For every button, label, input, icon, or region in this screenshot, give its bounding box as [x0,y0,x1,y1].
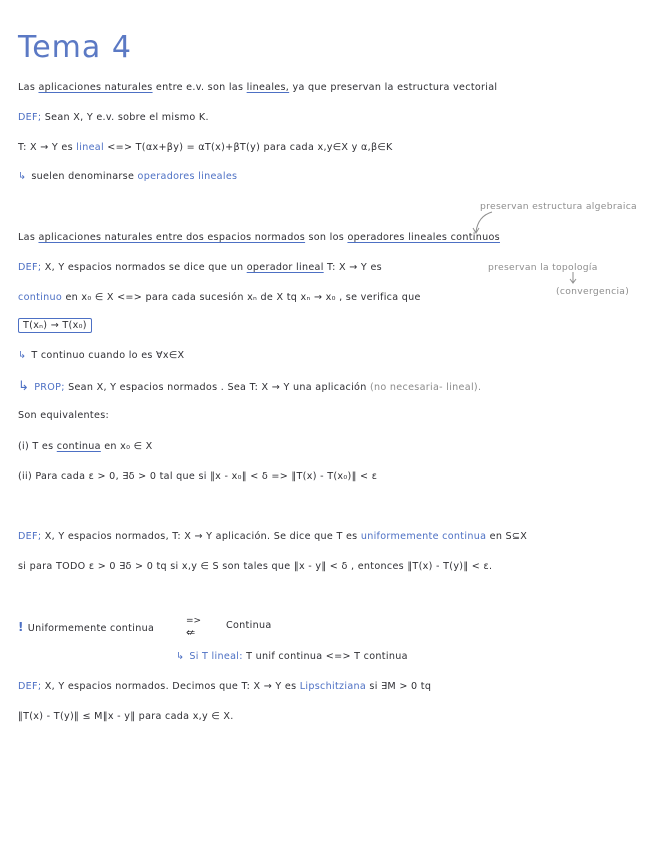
small-arrow-icon [568,272,578,286]
def4-line [18,681,431,692]
text: en S⊆X [486,531,528,542]
cont-box-line [18,318,92,333]
underlined-term: lineales, [246,82,290,93]
text: Son equivalentes: [18,410,110,421]
text: son los [305,232,348,243]
text: X, Y espacios normados, T: X → Y aplicación. Se dice que T es [41,531,361,542]
text: si ∃M > 0 tq [366,681,432,692]
text: <=> T(αx+βy) = αT(x)+βT(y) para cada x,y∈X y α,β∈K [103,142,393,153]
side-note-algebraic: preservan estructura algebraica [480,201,637,212]
text: T: X → Y es [323,262,382,273]
return-arrow-icon: ↳ [18,379,30,394]
def3-cont-line [18,561,492,572]
keyword: lineal [76,142,104,153]
keyword: Si T lineal: [189,651,243,662]
implies-sign: => [186,616,202,626]
underlined-term: aplicaciones naturales [38,82,153,93]
side-note-convergence: (convergencia) [556,286,630,297]
return-arrow-icon: ↳ [18,350,27,361]
text: T unif continua <=> T continua [242,651,408,662]
page-title: Tema 4 [18,30,132,65]
prop-tag: PROP; [34,382,65,393]
boxed-formula: T(xₙ) → T(x₀) [18,318,92,333]
warning-continua: Continua [226,620,272,631]
text: X, Y espacios normados se dice que un [41,262,247,273]
def4-cont-line [18,711,234,722]
return-arrow-icon: ↳ [18,171,27,182]
normed-line [18,232,500,243]
def-tag: DEF; [18,531,42,542]
keyword: continuo [18,292,63,303]
intro-line [18,82,497,93]
def1-note-line [18,171,237,182]
underlined-term: operador lineal [246,262,324,273]
cont-note-line [18,350,184,361]
grey-note: (no necesaria- lineal). [369,382,482,393]
warning-line [18,620,154,634]
side-note-topology: preservan la topología [488,262,598,273]
def2-line [18,262,382,273]
linear-equiv-line [176,651,408,662]
equiv-i-line [18,441,153,452]
text: ‖T(x) - T(y)‖ ≤ M‖x - y‖ para cada x,y ∈ X. [18,711,234,722]
equiv-line [18,410,109,421]
underlined-term: operadores lineales continuos [347,232,500,243]
text: en x₀ ∈ X [100,441,153,452]
text: entre e.v. son las [152,82,247,93]
text: en x₀ ∈ X <=> para cada sucesión xₙ de X tq xₙ → x₀ , se verifica que [62,292,421,303]
keyword: operadores lineales [137,171,238,182]
text: suelen denominarse [31,171,138,182]
def-tag: DEF; [18,681,42,692]
cont-line [18,292,421,303]
underlined-term: continua [56,441,101,452]
text: Las [18,232,39,243]
text: Sean X, Y espacios normados . Sea T: X → Y una aplicación [64,382,370,393]
def1-line [18,112,209,123]
text: (i) T es [18,441,57,452]
def-tag: DEF; [18,112,42,123]
prop-line [18,379,481,394]
underlined-term: aplicaciones naturales entre dos espacios normados [38,232,306,243]
def-tag: DEF; [18,262,42,273]
def3-line [18,531,527,542]
warning-icon: ! [18,620,24,634]
keyword: uniformemente continua [360,531,487,542]
not-implies-sign: ⇍ [186,626,196,639]
text: Sean X, Y e.v. sobre el mismo K. [41,112,209,123]
def1-formula-line [18,142,393,153]
text: Uniformemente continua [27,623,155,634]
text: Las [18,82,39,93]
equiv-ii-line [18,471,377,482]
text: X, Y espacios normados. Decimos que T: X → Y es [41,681,300,692]
text: si para TODO ε > 0 ∃δ > 0 tq si x,y ∈ S son tales que ‖x - y‖ < δ , entonces ‖T(x) - T(y)‖ < ε. [18,561,493,572]
text: T continuo cuando lo es ∀x∈X [31,350,185,361]
return-arrow-icon: ↳ [176,651,185,662]
text: T: X → Y es [18,142,77,153]
text: ya que preservan la estructura vectorial [289,82,498,93]
text: (ii) Para cada ε > 0, ∃δ > 0 tal que si ‖x - x₀‖ < δ => ‖T(x) - T(x₀)‖ < ε [18,471,378,482]
keyword: Lipschitziana [299,681,367,692]
